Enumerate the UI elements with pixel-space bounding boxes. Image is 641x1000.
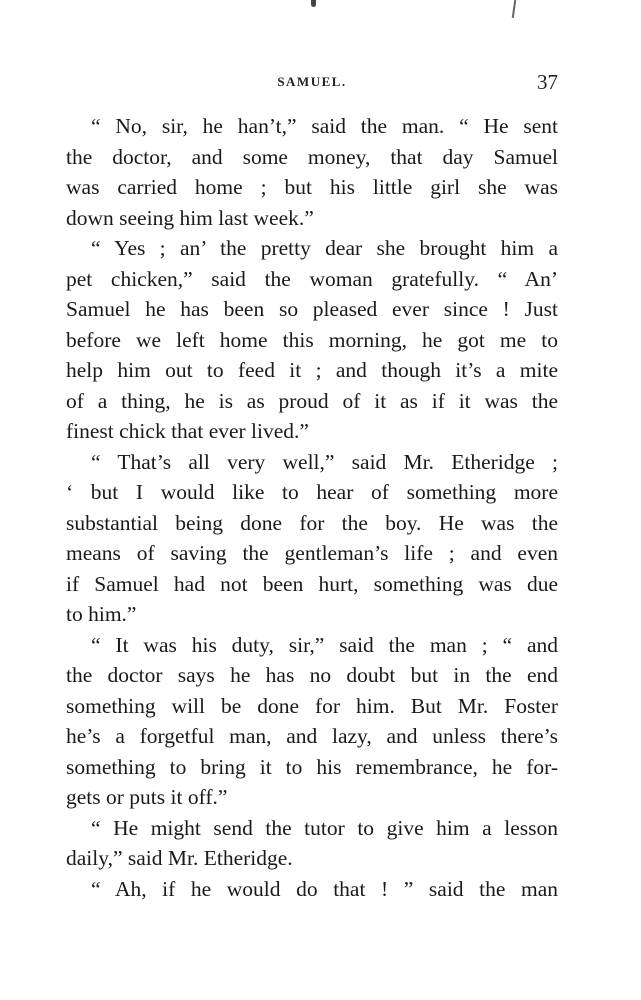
text-line: down seeing him last week.” [66,205,314,230]
text-line: “ It was his duty, sir,” said the man ; “ and [91,632,558,657]
text-line: ‘ but I would like to hear of something more [66,480,558,504]
text-line: help him out to feed it ; and though it’s a mite [66,358,558,382]
body-text [66,111,558,904]
page-number: 37 [537,70,558,94]
text-line: before we left home this morning, he got me to [66,327,558,352]
text-line: means of saving the gentleman’s life ; and even [66,541,558,565]
ink-spot-mark [311,0,316,7]
text-line: something will be done for him. But Mr. Foster [66,693,558,718]
text-line: pet chicken,” said the woman gratefully. “ An’ [66,266,558,291]
text-line: of a thing, he is as proud of it as if it was the [66,388,558,413]
text-line: he’s a forgetful man, and lazy, and unless there’s [66,724,558,748]
running-head: SAMUEL. [277,74,347,89]
text-line: “ That’s all very well,” said Mr. Etheridge ; [91,449,558,474]
text-line: daily,” said Mr. Etheridge. [66,846,293,870]
text-line: finest chick that ever lived.” [66,419,309,443]
text-line: gets or puts it off.” [66,785,228,809]
text-line: “ Yes ; an’ the pretty dear she brought him a [91,236,558,260]
text-line: “ No, sir, he han’t,” said the man. “ He sent [91,114,558,138]
pencil-mark [512,0,516,18]
text-line: Samuel he has been so pleased ever since ! Just [66,297,558,321]
page-header [66,70,558,100]
text-line: the doctor says he has no doubt but in the end [66,663,558,687]
text-line: “ Ah, if he would do that ! ” said the man [91,876,558,901]
text-line: the doctor, and some money, that day Samuel [66,144,558,169]
text-line: was carried home ; but his little girl she was [66,175,558,199]
text-line: substantial being done for the boy. He was the [66,510,558,535]
text-line: if Samuel had not been hurt, something was due [66,571,558,596]
text-line: to him.” [66,602,137,626]
text-line: something to bring it to his remembrance, he for- [66,754,558,779]
text-line: “ He might send the tutor to give him a lesson [91,815,558,840]
